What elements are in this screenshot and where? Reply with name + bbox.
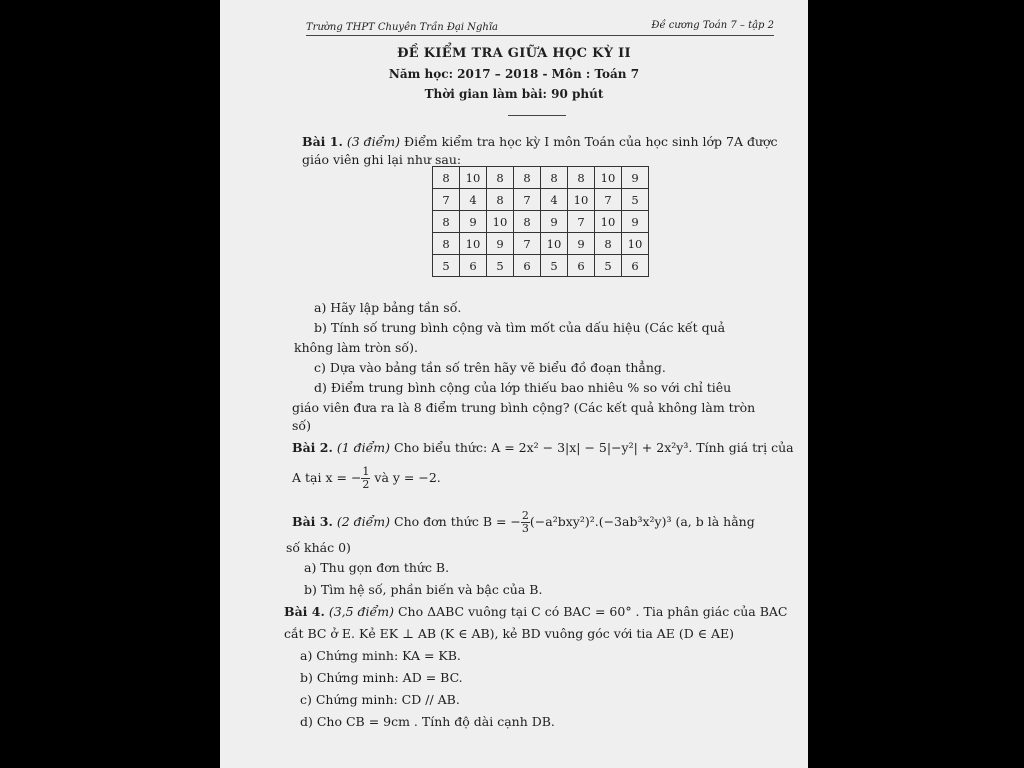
page-header xyxy=(306,22,774,36)
table-cell: 10 xyxy=(595,167,622,189)
table-cell: 7 xyxy=(514,233,541,255)
table-row xyxy=(433,167,649,189)
exam-title: ĐỀ KIỂM TRA GIỮA HỌC KỲ II xyxy=(397,46,631,61)
bai1-intro: Bài 1. (3 điểm) Điểm kiểm tra học kỳ I môn Toán của học sinh lớp 7A được xyxy=(302,134,778,149)
table-cell: 6 xyxy=(460,255,487,277)
table-cell: 8 xyxy=(541,167,568,189)
bai4-c: c) Chứng minh: CD // AB. xyxy=(300,692,460,707)
bai1-d-cont: giáo viên đưa ra là 8 điểm trung bình cộng? (Các kết quả không làm tròn xyxy=(292,400,756,415)
bai4-b: b) Chứng minh: AD = BC. xyxy=(300,670,463,685)
table-cell: 8 xyxy=(433,233,460,255)
bai3-a: a) Thu gọn đơn thức B. xyxy=(304,560,450,575)
bai4-intro-2: cắt BC ở E. Kẻ EK ⊥ AB (K ∈ AB), kẻ BD vuông góc với tia AE (D ∈ AE) xyxy=(284,626,735,641)
bai2-expression: A = 2x² − 3|x| − 5|−y²| + 2x²y³ xyxy=(491,440,689,455)
bai1-c: c) Dựa vào bảng tần số trên hãy vẽ biểu đồ đoạn thẳng. xyxy=(314,360,666,375)
school-name: Trường THPT Chuyên Trần Đại Nghĩa xyxy=(306,22,498,33)
table-cell: 8 xyxy=(595,233,622,255)
bai2-intro: Bài 2. (1 điểm) Cho biểu thức: A = 2x² − 3|x| − 5|−y²| + 2x²y³. Tính giá trị của xyxy=(292,440,794,455)
table-row xyxy=(433,233,649,255)
table-cell: 10 xyxy=(460,233,487,255)
bai2-values: A tại x = − $\frac{1}{2}$ và y = −2. xyxy=(292,465,441,491)
table-cell: 5 xyxy=(541,255,568,277)
table-cell: 4 xyxy=(541,189,568,211)
bai4-d: d) Cho CB = 9cm . Tính độ dài cạnh DB. xyxy=(300,714,555,729)
table-cell: 10 xyxy=(541,233,568,255)
score-table xyxy=(432,166,649,277)
exam-duration: Thời gian làm bài: 90 phút xyxy=(424,87,604,101)
table-cell: 8 xyxy=(433,211,460,233)
table-cell: 10 xyxy=(487,211,514,233)
table-cell: 5 xyxy=(595,255,622,277)
table-cell: 10 xyxy=(568,189,595,211)
table-cell: 10 xyxy=(460,167,487,189)
bai1-b: b) Tính số trung bình cộng và tìm mốt của dấu hiệu (Các kết quả xyxy=(314,320,726,335)
table-cell: 9 xyxy=(541,211,568,233)
table-cell: 5 xyxy=(433,255,460,277)
bai3-expression: (−a²bxy²)².(−3ab³x²y)³ xyxy=(529,514,672,529)
bai3-intro: Bài 3. (2 điểm) Cho đơn thức B = − $\frac{2}{3}$ (−a²bxy²)².(−3ab³x²y)³ (a, b là hằng xyxy=(292,509,755,535)
table-cell: 8 xyxy=(433,167,460,189)
table-row xyxy=(433,189,649,211)
table-cell: 5 xyxy=(487,255,514,277)
bai3-intro-2: số khác 0) xyxy=(286,540,351,555)
table-cell: 7 xyxy=(595,189,622,211)
table-cell: 9 xyxy=(568,233,595,255)
bai1-a: a) Hãy lập bảng tần số. xyxy=(314,300,462,315)
bai4-intro: Bài 4. (3,5 điểm) Cho ΔABC vuông tại C có BAC = 60° . Tia phân giác của BAC xyxy=(284,604,788,619)
bai2-fraction: $\frac{1}{2}$ xyxy=(362,465,370,491)
table-cell: 6 xyxy=(514,255,541,277)
bai3-fraction: $\frac{2}{3}$ xyxy=(521,509,529,535)
table-cell: 8 xyxy=(514,167,541,189)
table-cell: 7 xyxy=(433,189,460,211)
table-cell: 8 xyxy=(487,167,514,189)
outline-label: Đề cương Toán 7 – tập 2 xyxy=(651,20,774,31)
bai1-d: d) Điểm trung bình cộng của lớp thiếu bao nhiêu % so với chỉ tiêu xyxy=(314,380,732,395)
table-row xyxy=(433,211,649,233)
table-cell: 7 xyxy=(568,211,595,233)
title-divider xyxy=(508,115,566,116)
table-cell: 9 xyxy=(487,233,514,255)
table-cell: 8 xyxy=(568,167,595,189)
table-cell: 4 xyxy=(460,189,487,211)
table-row xyxy=(433,255,649,277)
table-cell: 6 xyxy=(622,255,649,277)
table-cell: 8 xyxy=(487,189,514,211)
table-cell: 9 xyxy=(460,211,487,233)
table-cell: 7 xyxy=(514,189,541,211)
table-cell: 9 xyxy=(622,167,649,189)
exam-page xyxy=(220,0,808,768)
bai1-intro-2: giáo viên ghi lại như sau: xyxy=(302,152,462,167)
table-cell: 8 xyxy=(514,211,541,233)
bai3-b: b) Tìm hệ số, phần biến và bậc của B. xyxy=(304,582,543,597)
table-cell: 6 xyxy=(568,255,595,277)
bai1-b-cont: không làm tròn số). xyxy=(294,340,418,355)
bai1-d-cont-2: số) xyxy=(292,418,311,433)
table-cell: 10 xyxy=(622,233,649,255)
table-cell: 9 xyxy=(622,211,649,233)
exam-titles xyxy=(220,46,808,107)
bai4-a: a) Chứng minh: KA = KB. xyxy=(300,648,461,663)
table-cell: 10 xyxy=(595,211,622,233)
exam-year-subject: Năm học: 2017 – 2018 - Môn : Toán 7 xyxy=(388,67,640,81)
table-cell: 5 xyxy=(622,189,649,211)
